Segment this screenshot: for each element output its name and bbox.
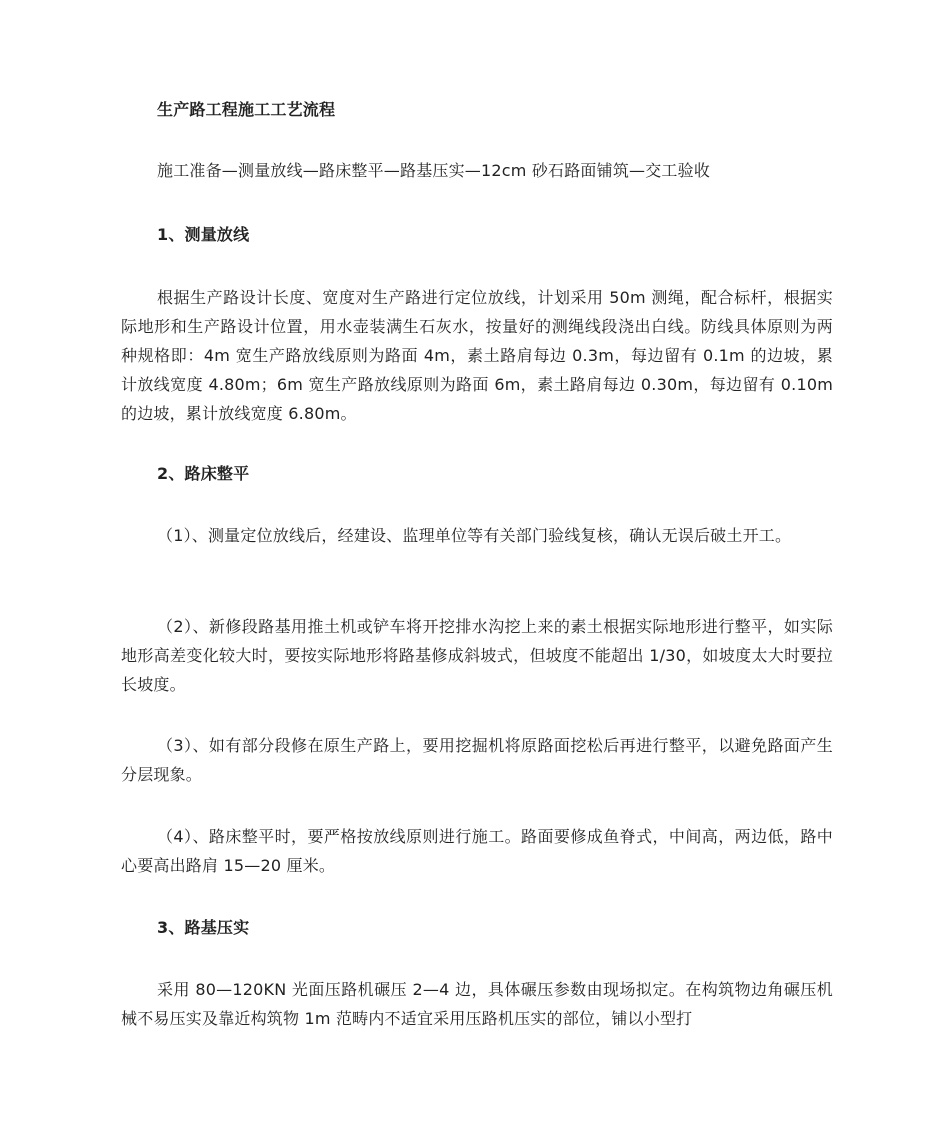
paragraph-compaction: 采用 80—120KN 光面压路机碾压 2—4 边，具体碾压参数由现场拟定。在构筑物边角碾压机械不易压实及靠近构筑物 1m 范畴内不适宜采用压路机压实的部位，铺以小型打 bbox=[121, 980, 833, 1028]
paragraph-survey: 根据生产路设计长度、宽度对生产路进行定位放线，计划采用 50m 测绳，配合标杆，根据实际地形和生产路设计位置，用水壶装满生石灰水，按量好的测绳线段浇出白线。防线具体原则为两种规格即：4m 宽生产路放线原则为路面 4m，素土路肩每边 0.3m，每边留有 0.1m 的边坡，累计放线宽度 4.80m；6m 宽生产路放线原则为路面 6m，素土路肩每边 0.30m，每边留有 0.10m 的边坡，累计放线宽度 6.80m。 bbox=[121, 288, 833, 423]
section-heading-compaction: 3、路基压实 bbox=[157, 918, 250, 937]
document-title: 生产路工程施工工艺流程 bbox=[157, 100, 336, 119]
section-heading-survey: 1、测量放线 bbox=[157, 225, 250, 244]
paragraph-leveling-4: （4）、路床整平时，要严格按放线原则进行施工。路面要修成鱼脊式，中间高，两边低，路中心要高出路肩 15—20 厘米。 bbox=[121, 827, 833, 875]
paragraph-leveling-2: （2）、新修段路基用推土机或铲车将开挖排水沟挖上来的素土根据实际地形进行整平，如实际地形高差变化较大时，要按实际地形将路基修成斜坡式，但坡度不能超出 1/30，如坡度太大时要拉长坡度。 bbox=[121, 617, 833, 694]
paragraph-leveling-3: （3）、如有部分段修在原生产路上，要用挖掘机将原路面挖松后再进行整平，以避免路面产生分层现象。 bbox=[121, 736, 833, 784]
section-heading-subgrade-leveling: 2、路床整平 bbox=[157, 464, 250, 483]
paragraph-leveling-1: （1）、测量定位放线后，经建设、监理单位等有关部门验线复核，确认无误后破土开工。 bbox=[157, 526, 792, 545]
process-flow: 施工准备—测量放线—路床整平—路基压实—12cm 砂石路面铺筑—交工验收 bbox=[157, 161, 711, 180]
